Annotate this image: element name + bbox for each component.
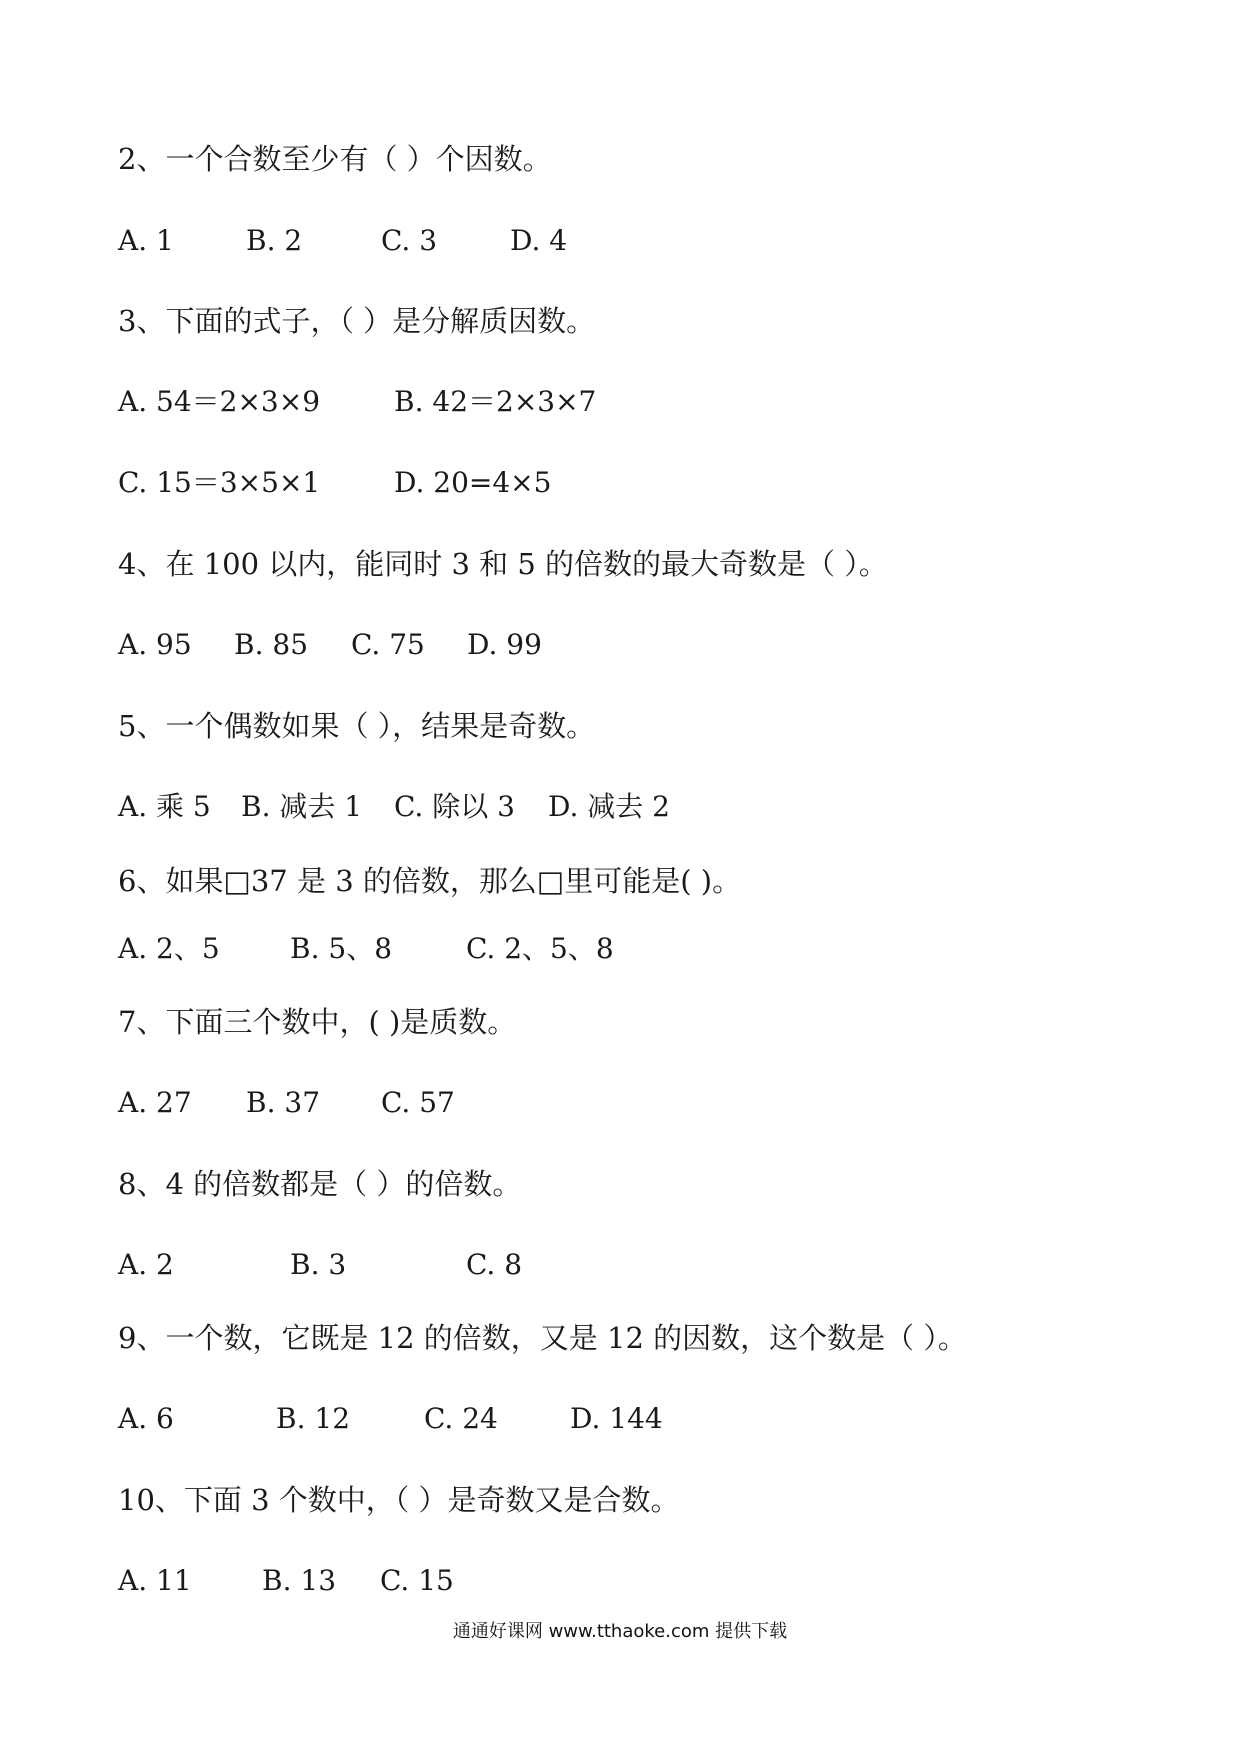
question-9-option-a: A. 6: [118, 1402, 174, 1435]
question-7-option-c: C. 57: [381, 1086, 455, 1119]
question-8-option-a: A. 2: [118, 1248, 174, 1281]
question-10-option-c: C. 15: [380, 1564, 454, 1597]
question-9-option-d: D. 144: [570, 1402, 663, 1435]
question-4-option-c: C. 75: [351, 628, 425, 661]
question-3-option-b: B. 42＝2×3×7: [394, 385, 597, 418]
question-4-option-a: A. 95: [118, 628, 192, 661]
question-2-option-a: A. 1: [118, 224, 174, 257]
question-9-option-c: C. 24: [424, 1402, 498, 1435]
question-4-option-d: D. 99: [467, 628, 542, 661]
question-5-option-b: B. 减去 1: [241, 790, 363, 823]
question-7-stem: 7、下面三个数中，( )是质数。: [118, 1005, 517, 1039]
question-5-option-d: D. 减去 2: [548, 790, 670, 823]
question-7-option-a: A. 27: [118, 1086, 192, 1119]
question-8-option-c: C. 8: [466, 1248, 523, 1281]
question-8-option-b: B. 3: [290, 1248, 347, 1281]
question-6-option-c: C. 2、5、8: [466, 932, 614, 965]
question-6-option-b: B. 5、8: [290, 932, 393, 965]
question-8-stem: 8、4 的倍数都是（ ）的倍数。: [118, 1167, 522, 1201]
question-3-stem: 3、下面的式子，（ ）是分解质因数。: [118, 304, 596, 338]
question-3-option-d: D. 20=4×5: [394, 466, 552, 499]
question-10-option-b: B. 13: [262, 1564, 337, 1597]
question-9-stem: 9、一个数，它既是 12 的倍数，又是 12 的因数，这个数是（ ）。: [118, 1321, 967, 1355]
question-2-stem: 2、一个合数至少有（ ）个因数。: [118, 142, 552, 176]
question-2-option-d: D. 4: [510, 224, 568, 257]
question-4-option-b: B. 85: [234, 628, 309, 661]
question-5-option-a: A. 乘 5: [118, 790, 211, 823]
question-10-option-a: A. 11: [118, 1564, 192, 1597]
question-10-stem: 10、下面 3 个数中，（ ）是奇数又是合数。: [118, 1483, 680, 1517]
question-3-option-c: C. 15＝3×5×1: [118, 466, 321, 499]
question-5-stem: 5、一个偶数如果（ ），结果是奇数。: [118, 709, 596, 743]
question-6-stem: 6、如果□37 是 3 的倍数，那么□里可能是( )。: [118, 864, 742, 898]
question-2-option-c: C. 3: [381, 224, 438, 257]
question-4-stem: 4、在 100 以内，能同时 3 和 5 的倍数的最大奇数是（ ）。: [118, 547, 888, 581]
question-5-option-c: C. 除以 3: [394, 790, 515, 823]
question-2-option-b: B. 2: [246, 224, 303, 257]
footer-source-text: 通通好课网 www.tthaoke.com 提供下载: [452, 1621, 788, 1642]
question-6-option-a: A. 2、5: [118, 932, 220, 965]
question-7-option-b: B. 37: [246, 1086, 321, 1119]
question-3-option-a: A. 54＝2×3×9: [118, 385, 321, 418]
question-9-option-b: B. 12: [276, 1402, 351, 1435]
